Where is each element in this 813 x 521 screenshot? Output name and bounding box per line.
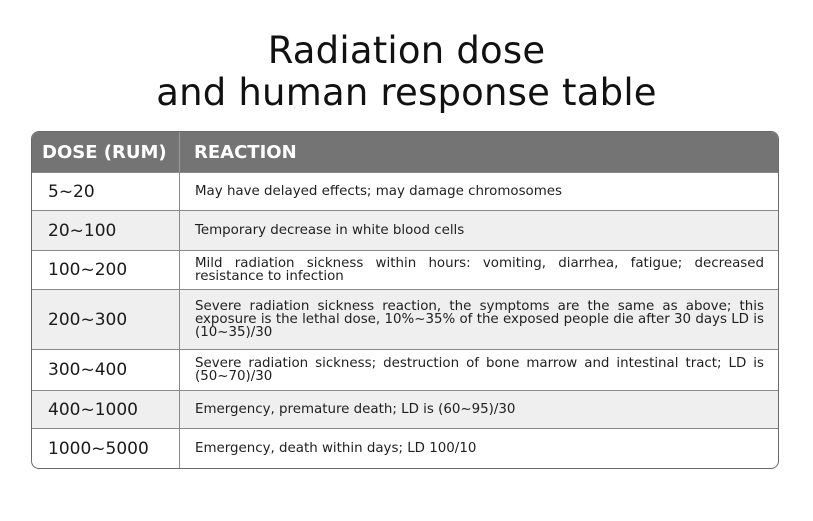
reaction-cell: Severe radiation sickness reaction, the symptoms are the same as above; this exposure is the lethal dose, 10%~35% of the exposed people die after 30 days LD is (10~35)/30 xyxy=(195,299,764,340)
dose-response-table xyxy=(31,131,779,469)
table-header xyxy=(32,132,778,172)
table-row xyxy=(32,250,778,289)
table-row xyxy=(32,210,778,250)
page-title xyxy=(0,30,813,114)
reaction-cell: Severe radiation sickness; destruction of bone marrow and intestinal tract; LD is (50~70)/30 xyxy=(195,356,764,384)
dose-cell: 1000~5000 xyxy=(32,429,180,468)
table-row xyxy=(32,289,778,349)
dose-cell: 5~20 xyxy=(32,173,180,210)
dose-cell: 200~300 xyxy=(32,290,180,349)
table-row xyxy=(32,172,778,210)
dose-cell: 20~100 xyxy=(32,211,180,250)
reaction-cell: Emergency, death within days; LD 100/10 xyxy=(195,441,477,456)
dose-cell: 300~400 xyxy=(32,350,180,390)
reaction-cell: May have delayed effects; may damage chromosomes xyxy=(195,184,562,199)
title-line-2: and human response table xyxy=(156,71,657,114)
reaction-cell: Mild radiation sickness within hours: vomiting, diarrhea, fatigue; decreased resistance to infection xyxy=(195,256,764,284)
reaction-cell: Emergency, premature death; LD is (60~95)/30 xyxy=(195,402,516,417)
table-row xyxy=(32,428,778,468)
reaction-cell: Temporary decrease in white blood cells xyxy=(195,223,465,238)
dose-cell: 400~1000 xyxy=(32,391,180,428)
title-line-1: Radiation dose xyxy=(267,29,546,72)
column-header-dose: DOSE (RUM) xyxy=(32,132,180,172)
table-row xyxy=(32,390,778,428)
table-row xyxy=(32,349,778,390)
column-header-reaction: REACTION xyxy=(194,141,297,163)
dose-cell: 100~200 xyxy=(32,251,180,289)
